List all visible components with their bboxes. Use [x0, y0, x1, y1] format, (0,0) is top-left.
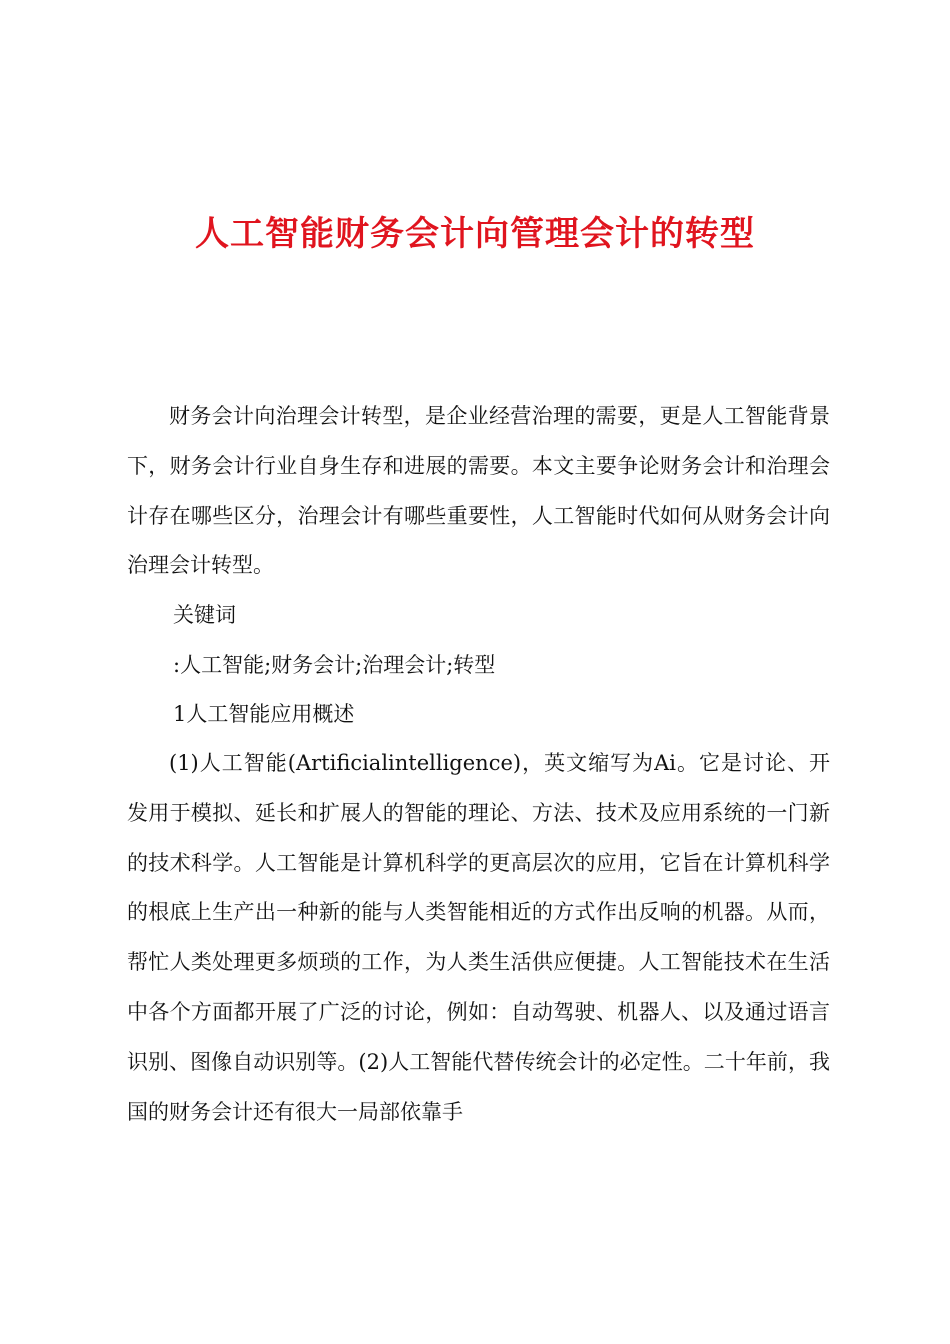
document-title: 人工智能财务会计向管理会计的转型: [195, 214, 755, 254]
section-heading: 1人工智能应用概述: [173, 702, 355, 726]
body-paragraph: (1)人工智能(Artificialintelligence)，英文缩写为Ai。它是讨论、开发用于模拟、延长和扩展人的智能的理论、方法、技术及应用系统的一门新的技术科学。人工智能是计算机科学的更高层次的应用，它旨在计算机科学的根底上生产出一种新的能与人类智能相近的方式作出反响的机器。从而，帮忙人类处理更多烦琐的工作，为人类生活供应便捷。人工智能技术在生活中各个方面都开展了广泛的讨论，例如：自动驾驶、机器人、以及通过语言识别、图像自动识别等。(2)人工智能代替传统会计的必定性。二十年前，我国的财务会计还有很大一局部依靠手: [127, 751, 830, 1124]
keywords-list: :人工智能;财务会计;治理会计;转型: [173, 653, 496, 677]
keywords-heading: 关键词: [173, 603, 236, 627]
intro-paragraph: 财务会计向治理会计转型，是企业经营治理的需要，更是人工智能背景下，财务会计行业自身生存和进展的需要。本文主要争论财务会计和治理会计存在哪些区分，治理会计有哪些重要性，人工智能时代如何从财务会计向治理会计转型。: [127, 404, 830, 578]
